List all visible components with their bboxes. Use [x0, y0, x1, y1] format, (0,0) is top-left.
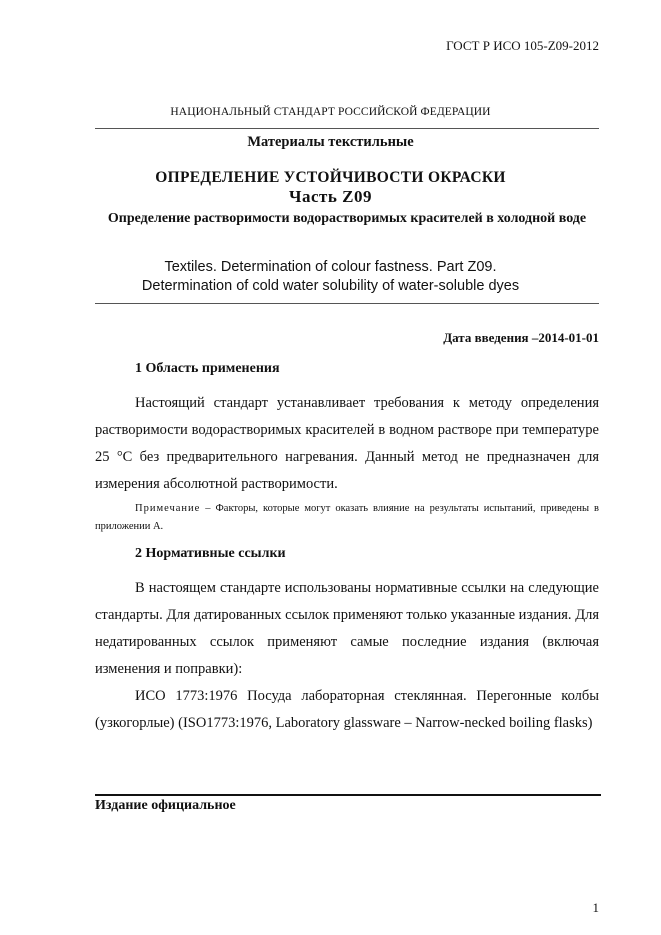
footer-divider [95, 794, 601, 796]
english-title-line2: Determination of cold water solubility of water-soluble dyes [141, 278, 520, 294]
section1-paragraph [95, 390, 599, 498]
section2-heading: 2 Нормативные ссылки [135, 546, 286, 561]
page-number: 1 [592, 900, 599, 915]
section2-text1: В настоящем стандарте использованы нормативные ссылки на следующие стандарты. Для датированных ссылок применяют только указанные издания. Для недатированных ссылок применяют самые последние издания (включая изменения и поправки): [95, 580, 599, 677]
note-text: – Факторы, которые могут оказать влияние на результаты испытаний, приведены в приложении А. [95, 503, 599, 532]
english-title-line1: Textiles. Determination of colour fastness. Part Z09. [164, 259, 497, 275]
document-code: ГОСТ Р ИСО 105-Z09-2012 [446, 38, 599, 53]
section1-note [95, 500, 599, 536]
national-standard-caption: НАЦИОНАЛЬНЫЙ СТАНДАРТ РОССИЙСКОЙ ФЕДЕРАЦИИ [170, 106, 491, 118]
materials-heading: Материалы текстильные [247, 134, 414, 150]
title-divider [95, 303, 599, 304]
section2-text2: ИСО 1773:1976 Посуда лабораторная стеклянная. Перегонные колбы (узкогорлые) (ISO1773:1976, Laboratory glassware – Narrow-necked boiling flasks) [95, 688, 599, 731]
section2-paragraph1 [95, 575, 599, 683]
introduction-date: Дата введения –2014-01-01 [443, 330, 599, 345]
standard-subtitle: Определение растворимости водорастворимых красителей в холодной воде [107, 211, 587, 226]
standard-title: ОПРЕДЕЛЕНИЕ УСТОЙЧИВОСТИ ОКРАСКИ [155, 169, 506, 186]
section1-text: Настоящий стандарт устанавливает требования к методу определения растворимости водорастворимых красителей в водном растворе при температуре 25 °С без предварительного нагревания. Данный метод не предназначен для измерения абсолютной растворимости. [95, 395, 599, 492]
official-edition-label: Издание официальное [95, 798, 236, 813]
top-divider [95, 128, 599, 129]
section2-paragraph2 [95, 683, 599, 737]
section1-heading: 1 Область применения [135, 361, 280, 376]
standard-part: Часть Z09 [289, 187, 372, 206]
note-label: Примечание [135, 503, 201, 514]
